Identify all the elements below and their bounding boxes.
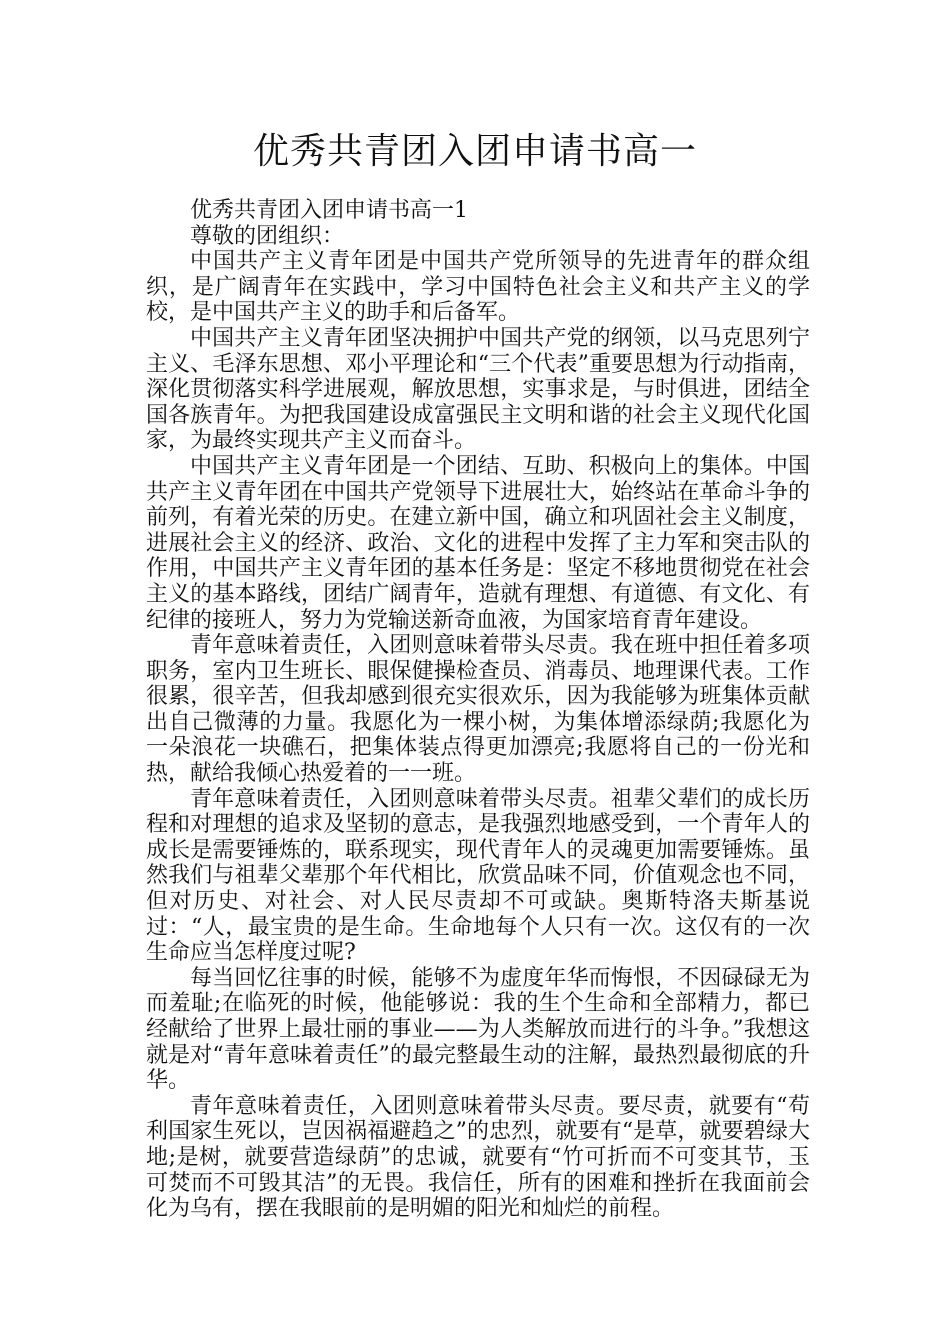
document-body bbox=[146, 198, 810, 1222]
paragraph: 中国共产主义青年团是中国共产党所领导的先进青年的群众组织，是广阔青年在实践中，学习中国特色社会主义和共产主义的学校，是中国共产主义的助手和后备军。 bbox=[146, 249, 810, 326]
paragraph: 中国共产主义青年团坚决拥护中国共产党的纲领，以马克思列宁主义、毛泽东思想、邓小平理论和“三个代表”重要思想为行动指南，深化贯彻落实科学进展观，解放思想，实事求是，与时俱进，团结全国各族青年。为把我国建设成富强民主文明和谐的社会主义现代化国家，为最终实现共产主义而奋斗。 bbox=[146, 325, 810, 454]
subtitle-line: 优秀共青团入团申请书高一1 bbox=[190, 198, 468, 223]
paragraph: 青年意味着责任，入团则意味着带头尽责。要尽责，就要有“苟利国家生死以，岂因祸福避趋之”的忠烈，就要有“是草，就要碧绿大地;是树，就要营造绿荫”的忠诚，就要有“竹可折而不可变其节，玉可焚而不可毁其洁”的无畏。我信任，所有的困难和挫折在我面前会化为乌有，摆在我眼前的是明媚的阳光和灿烂的前程。 bbox=[146, 1093, 810, 1222]
paragraph: 青年意味着责任，入团则意味着带头尽责。祖辈父辈们的成长历程和对理想的追求及坚韧的意志，是我强烈地感受到，一个青年人的成长是需要锤炼的，联系现实，现代青年人的灵魂更加需要锤炼。虽然我们与祖辈父辈那个年代相比，欣赏品味不同，价值观念也不同，但对历史、对社会、对人民尽责却不可或缺。奥斯特洛夫斯基说过：“人，最宝贵的是生命。生命地每个人只有一次。这仅有的一次生命应当怎样度过呢? bbox=[146, 786, 810, 966]
paragraph: 中国共产主义青年团是一个团结、互助、积极向上的集体。中国共产主义青年团在中国共产党领导下进展壮大，始终站在革命斗争的前列，有着光荣的历史。在建立新中国，确立和巩固社会主义制度，进展社会主义的经济、政治、文化的进程中发挥了主力军和突击队的作用，中国共产主义青年团的基本任务是：坚定不移地贯彻党在社会主义的基本路线，团结广阔青年，造就有理想、有道德、有文化、有纪律的接班人，努力为党输送新奇血液，为国家培育青年建设。 bbox=[146, 453, 810, 633]
paragraph: 每当回忆往事的时候，能够不为虚度年华而悔恨，不因碌碌无为而羞耻;在临死的时候，他能够说：我的生个生命和全部精力，都已经献给了世界上最壮丽的事业——为人类解放而进行的斗争。”我想这就是对“青年意味着责任”的最完整最生动的注解，最热烈最彻底的升华。 bbox=[146, 965, 810, 1094]
salutation: 尊敬的团组织： bbox=[190, 223, 345, 249]
document-title: 优秀共青团入团申请书高一 bbox=[252, 131, 697, 172]
paragraph: 青年意味着责任，入团则意味着带头尽责。我在班中担任着多项职务，室内卫生班长、眼保健操检查员、消毒员、地理课代表。工作很累，很辛苦，但我却感到很充实很欢乐，因为我能够为班集体贡献出自己微薄的力量。我愿化为一棵小树，为集体增添绿荫;我愿化为一朵浪花一块礁石，把集体装点得更加漂亮;我愿将自己的一份光和热，献给我倾心热爱着的一一班。 bbox=[146, 633, 810, 787]
